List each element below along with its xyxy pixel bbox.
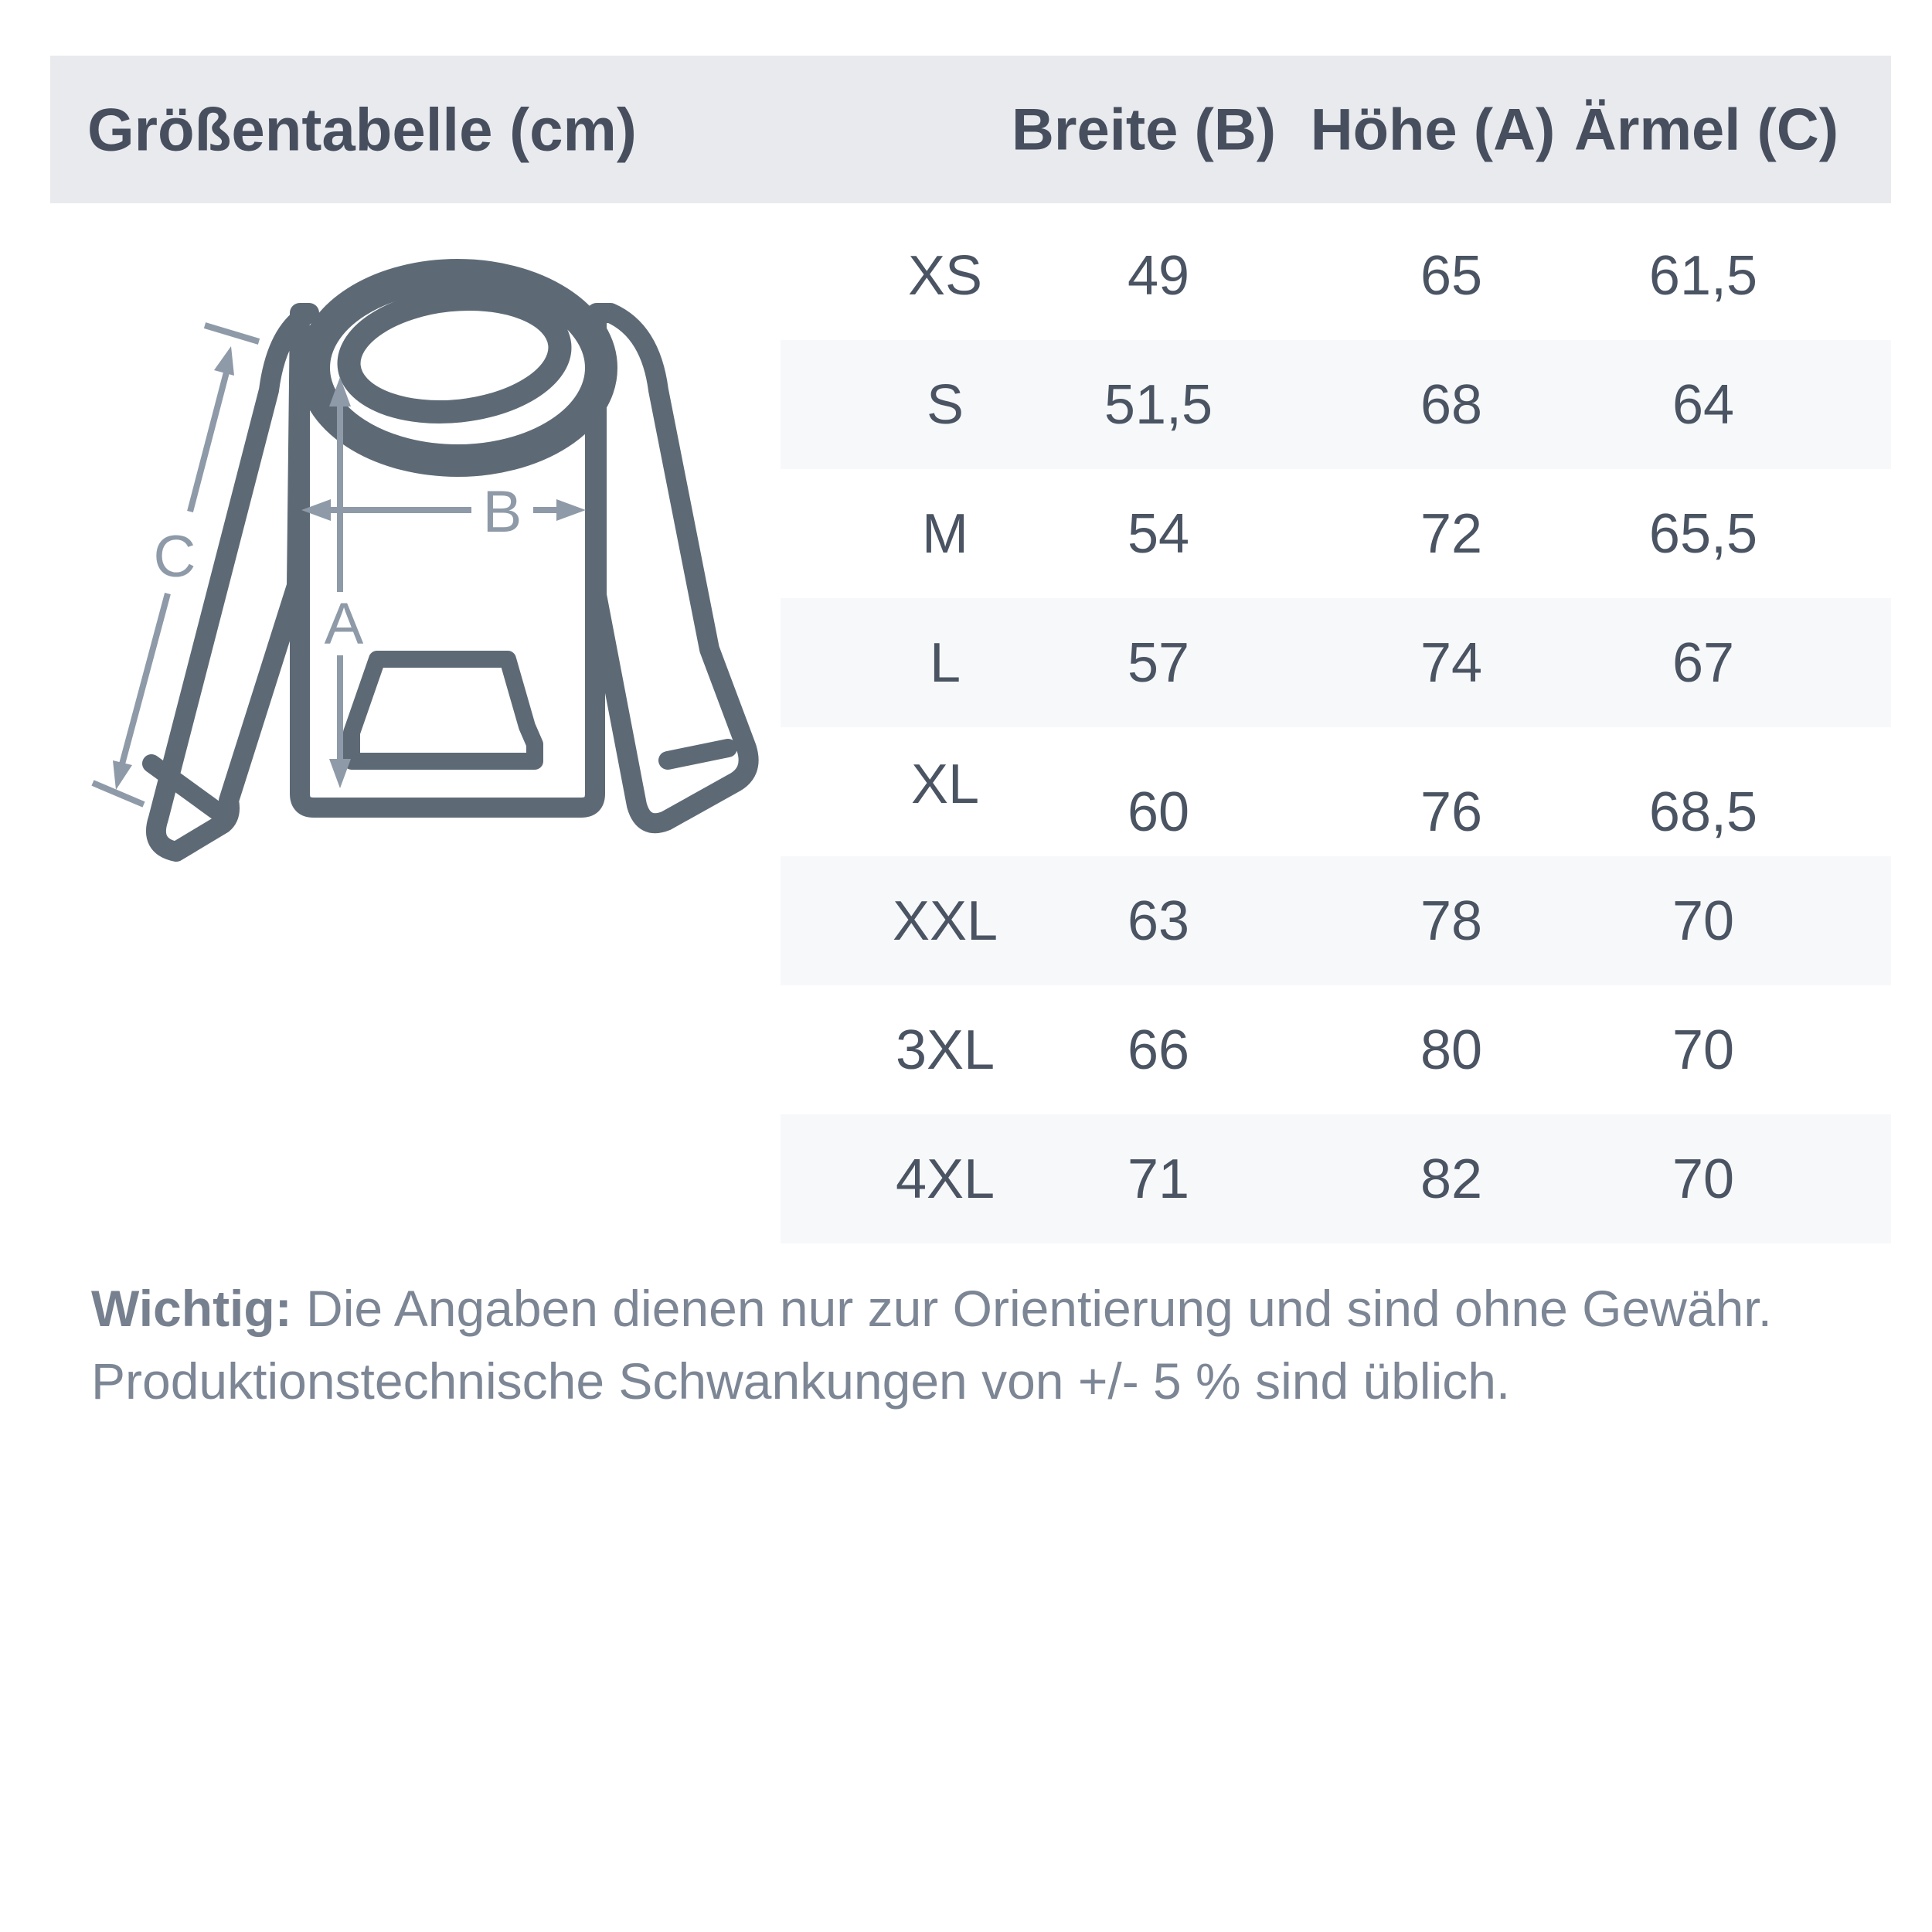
aermel-value: 67 — [1672, 631, 1735, 694]
hoehe-value: 80 — [1420, 1019, 1483, 1081]
breite-value: 51,5 — [1104, 373, 1213, 436]
column-header-aermel: Ärmel (C) — [1573, 97, 1839, 162]
hoodie-measurement-diagram — [39, 232, 811, 881]
breite-value: 49 — [1127, 244, 1190, 307]
breite-value: 60 — [1127, 781, 1190, 843]
hoehe-value: 72 — [1420, 502, 1483, 565]
disclaimer-note — [91, 1272, 1845, 1417]
table-row-xl — [781, 727, 1891, 856]
breite-value: 54 — [1127, 502, 1190, 565]
hoehe-value: 68 — [1420, 373, 1483, 436]
label-C: C — [153, 524, 196, 590]
right-cuff-line — [668, 748, 728, 760]
hoehe-value: 74 — [1420, 631, 1483, 694]
size-label: 4XL — [895, 1148, 995, 1210]
size-label: 3XL — [895, 1019, 995, 1081]
hoehe-value: 65 — [1420, 244, 1483, 307]
column-header-breite: Breite (B) — [1011, 97, 1277, 162]
table-row-xs — [781, 211, 1891, 340]
kangaroo-pocket — [352, 659, 535, 761]
aermel-value: 65,5 — [1648, 502, 1758, 565]
size-label: XXL — [892, 889, 998, 952]
aermel-value: 64 — [1672, 373, 1735, 436]
aermel-value: 70 — [1672, 1148, 1735, 1210]
label-B: B — [482, 479, 522, 545]
table-row-xxl — [781, 856, 1891, 985]
breite-value: 71 — [1127, 1148, 1190, 1210]
table-row-3xl — [781, 985, 1891, 1114]
disclaimer-line1: Die Angaben dienen nur zur Orientierung und sind ohne Gewähr. — [291, 1280, 1772, 1337]
hoehe-value: 82 — [1420, 1148, 1483, 1210]
aermel-value: 61,5 — [1648, 244, 1758, 307]
size-label: S — [926, 373, 964, 436]
hoehe-value: 78 — [1420, 889, 1483, 952]
aermel-value: 70 — [1672, 889, 1735, 952]
size-label: XS — [907, 244, 983, 307]
aermel-value: 70 — [1672, 1019, 1735, 1081]
table-header-bar — [50, 56, 1891, 203]
size-label: M — [922, 502, 968, 565]
table-row-m — [781, 469, 1891, 598]
table-row-l — [781, 598, 1891, 727]
breite-value: 66 — [1127, 1019, 1190, 1081]
size-label: L — [929, 631, 961, 694]
disclaimer-bold: Wichtig: — [91, 1280, 292, 1337]
column-header-hoehe: Höhe (A) — [1310, 97, 1556, 162]
aermel-value: 68,5 — [1648, 781, 1758, 843]
breite-value: 63 — [1127, 889, 1190, 952]
label-A: A — [324, 591, 364, 657]
disclaimer-line2: Produktionstechnische Schwankungen von +/- 5 % sind üblich. — [91, 1352, 1511, 1410]
page-title: Größentabelle (cm) — [87, 95, 637, 163]
size-label: XL — [910, 753, 980, 815]
table-row-4xl — [781, 1114, 1891, 1243]
table-row-s — [781, 340, 1891, 469]
hoehe-value: 76 — [1420, 781, 1483, 843]
breite-value: 57 — [1127, 631, 1190, 694]
